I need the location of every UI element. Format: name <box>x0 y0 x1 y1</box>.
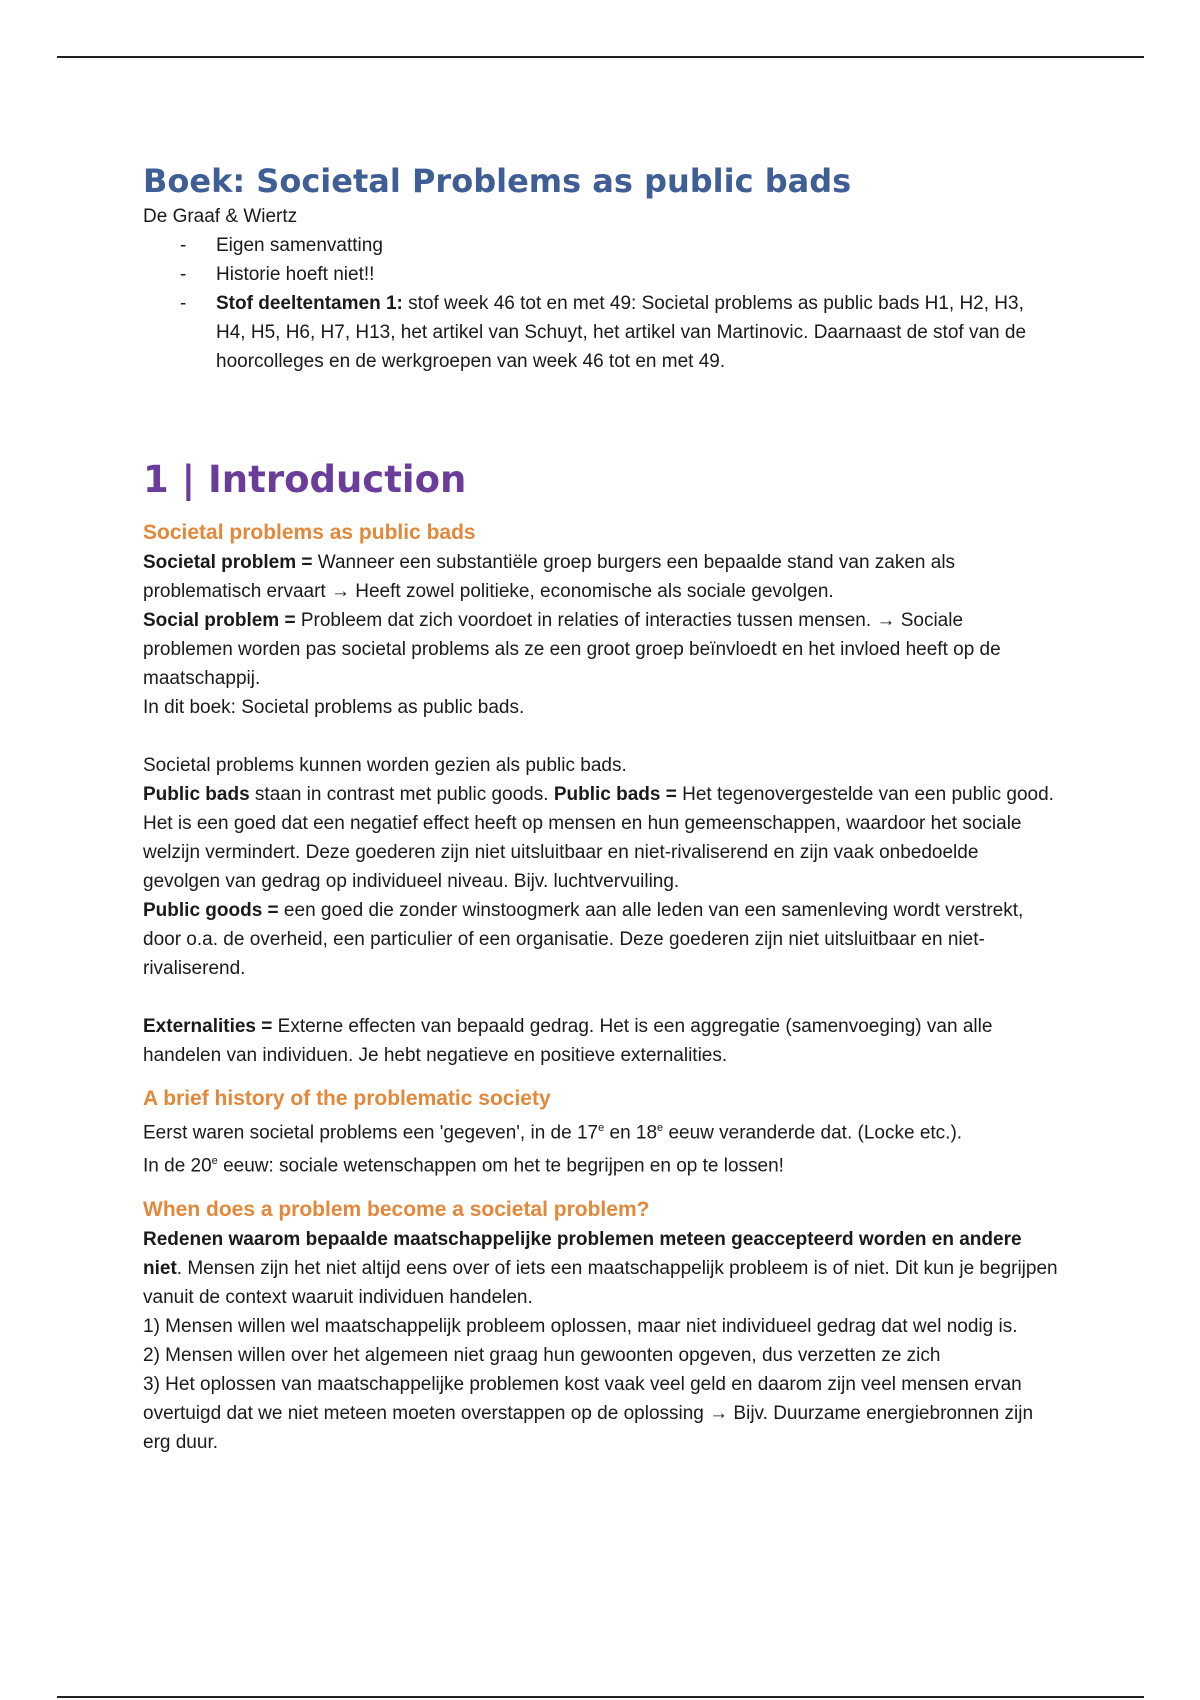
paragraph: Eerst waren societal problems een 'gegeven', in de 17e en 18e eeuw veranderde dat. (Locke etc.). <box>143 1122 963 1144</box>
section-heading-public-bads: Societal problems as public bads <box>143 521 476 544</box>
list-item: 1) Mensen willen wel maatschappelijk probleem oplossen, maar niet individueel gedrag dat wel nodig is. <box>143 1315 1018 1337</box>
paragraph: Public goods = een goed die zonder winstoogmerk aan alle leden van een samenleving wordt verstrekt, door o.a. de overheid, een particulier of een organisatie. Deze goederen zijn niet uitsluitbaar en niet-rivaliserend. <box>143 900 1024 979</box>
list-item: 2) Mensen willen over het algemeen niet graag hun gewoonten opgeven, dus verzetten ze zich <box>143 1344 941 1366</box>
bullet-dash: - <box>180 235 187 256</box>
paragraph: Societal problems kunnen worden gezien als public bads. <box>143 755 627 776</box>
paragraph: Redenen waarom bepaalde maatschappelijke problemen meteen geaccepteerd worden en andere niet. Mensen zijn het niet altijd eens over of iets een maatschappelijk probleem is of niet. Dit kun je begrijpen vanuit de context waaruit individuen handelen. <box>143 1228 1058 1308</box>
paragraph: Public bads staan in contrast met public goods. Public bads = Het tegenovergestelde van een public good. Het is een goed dat een negatief effect heeft op mensen en hun gemeenschappen, waardoor het sociale welzijn vermindert. Deze goederen zijn niet uitsluitbaar en niet-rivaliserend en zijn vaak onbedoelde gevolgen van gedrag op individueel niveau. Bijv. luchtvervuiling. <box>143 784 1054 892</box>
bullet-item: - Stof deeltentamen 1: stof week 46 tot en met 49: Societal problems as public bads H1, H2, H3, H4, H5, H6, H7, H13, het artikel van Schuyt, het artikel van Martinovic. Daarnaast de stof van de hoorcolleges en de werkgroepen van week 46 tot en met 49. <box>180 289 1058 376</box>
authors: De Graaf & Wiertz <box>143 206 298 227</box>
chapter-heading: 1 | Introduction <box>143 458 467 501</box>
section-heading-when-societal: When does a problem become a societal problem? <box>143 1197 650 1221</box>
bullet-dash: - <box>180 293 187 314</box>
paragraph: In de 20e eeuw: sociale wetenschappen om het te begrijpen en op te lossen! <box>143 1155 784 1177</box>
section-heading-history: A brief history of the problematic society <box>143 1087 551 1110</box>
paragraph: In dit boek: Societal problems as public bads. <box>143 697 525 718</box>
bullet-item: - Eigen samenvatting <box>180 231 1058 260</box>
paragraph: Social problem = Probleem dat zich voordoet in relaties of interacties tussen mensen. → Sociale problemen worden pas societal problems als ze een groot groep beïnvloedt en het invloed heeft op de maatschappij. <box>143 610 1001 689</box>
header-rule <box>57 56 1144 58</box>
paragraph: Externalities = Externe effecten van bepaald gedrag. Het is een aggregatie (samenvoeging) van alle handelen van individuen. Je hebt negatieve en positieve externalities. <box>143 1016 993 1066</box>
list-item: 3) Het oplossen van maatschappelijke problemen kost vaak veel geld en daarom zijn veel mensen ervan overtuigd dat we niet meteen moeten overstappen op de oplossing → Bijv. Duurzame energiebronnen zijn erg duur. <box>143 1373 1034 1453</box>
bullet-list <box>143 231 1058 376</box>
document-title: Boek: Societal Problems as public bads <box>143 162 852 200</box>
bullet-item: - Historie hoeft niet!! <box>180 260 1058 289</box>
document-page <box>143 160 1058 1457</box>
paragraph: Societal problem = Wanneer een substantiële groep burgers een bepaalde stand van zaken als problematisch ervaart → Heeft zowel politieke, economische als sociale gevolgen. <box>143 552 956 602</box>
footer-rule <box>57 1696 1144 1698</box>
bullet-dash: - <box>180 264 187 285</box>
